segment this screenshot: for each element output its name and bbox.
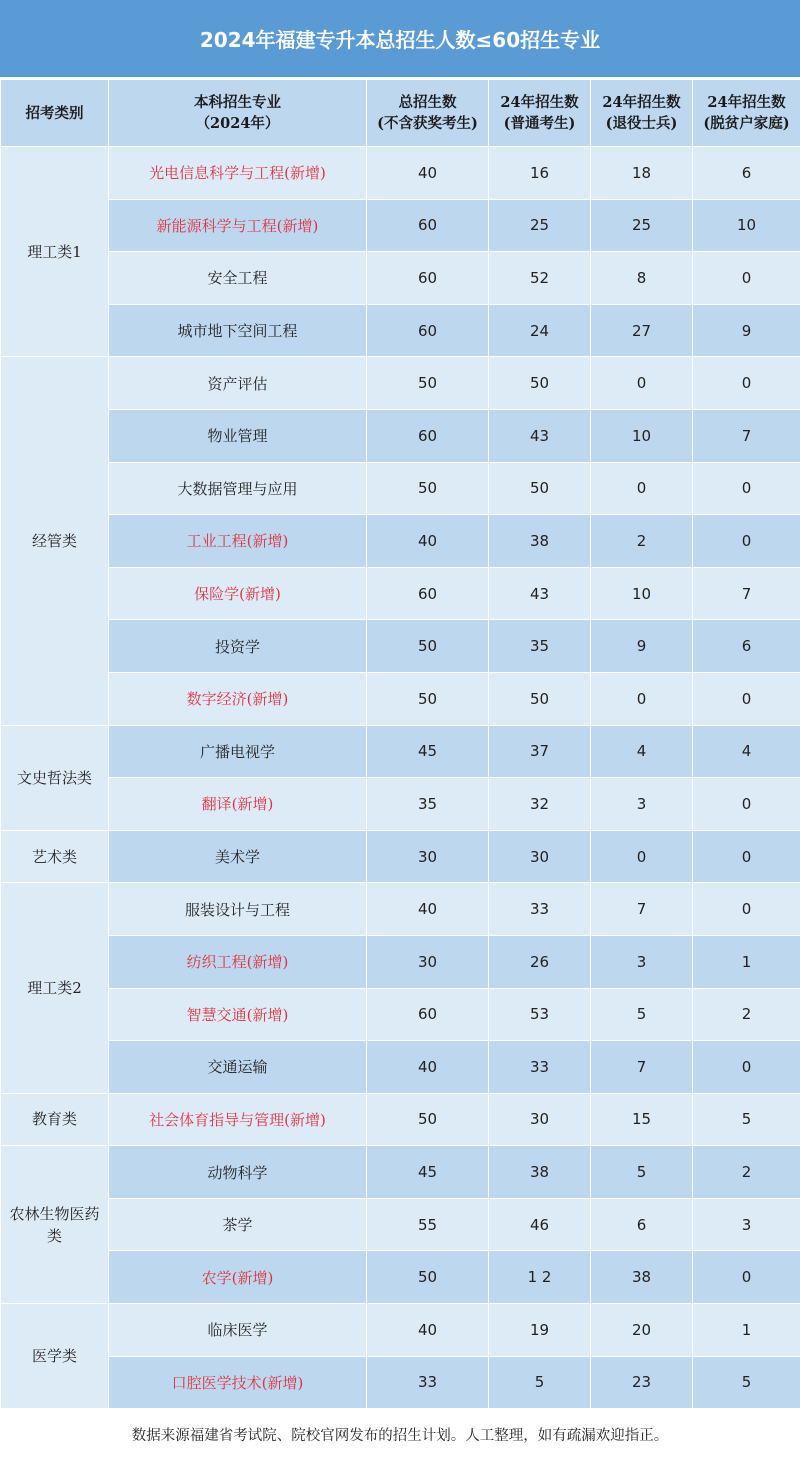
veterans-cell: 9 xyxy=(591,620,693,673)
veterans-cell: 0 xyxy=(591,672,693,725)
total-cell: 45 xyxy=(367,1146,489,1199)
total-cell: 50 xyxy=(367,1251,489,1304)
regular-cell: 5 xyxy=(489,1356,591,1409)
table-row xyxy=(1,515,800,568)
total-cell: 60 xyxy=(367,304,489,357)
table-row xyxy=(1,462,800,515)
table-row xyxy=(1,725,800,778)
major-cell: 临床医学 xyxy=(109,1304,367,1357)
regular-cell: 24 xyxy=(489,304,591,357)
table-row xyxy=(1,1041,800,1094)
table-row xyxy=(1,1093,800,1146)
veterans-cell: 7 xyxy=(591,883,693,936)
poverty-cell: 0 xyxy=(693,1041,800,1094)
veterans-cell: 10 xyxy=(591,409,693,462)
major-cell: 美术学 xyxy=(109,830,367,883)
total-cell: 40 xyxy=(367,883,489,936)
poverty-cell: 3 xyxy=(693,1198,800,1251)
category-cell: 理工类1 xyxy=(1,147,109,357)
table-row xyxy=(1,252,800,305)
regular-cell: 46 xyxy=(489,1198,591,1251)
regular-cell: 52 xyxy=(489,252,591,305)
header-regular: 24年招生数 (普通考生) xyxy=(489,80,591,147)
total-cell: 30 xyxy=(367,935,489,988)
total-cell: 50 xyxy=(367,357,489,410)
total-cell: 60 xyxy=(367,567,489,620)
poverty-cell: 0 xyxy=(693,830,800,883)
table-row xyxy=(1,883,800,936)
poverty-cell: 5 xyxy=(693,1093,800,1146)
veterans-cell: 20 xyxy=(591,1304,693,1357)
poverty-cell: 10 xyxy=(693,199,800,252)
total-cell: 60 xyxy=(367,199,489,252)
total-cell: 35 xyxy=(367,778,489,831)
table-row xyxy=(1,935,800,988)
total-cell: 45 xyxy=(367,725,489,778)
category-cell: 经管类 xyxy=(1,357,109,725)
veterans-cell: 0 xyxy=(591,462,693,515)
veterans-cell: 6 xyxy=(591,1198,693,1251)
total-cell: 60 xyxy=(367,409,489,462)
veterans-cell: 3 xyxy=(591,935,693,988)
regular-cell: 50 xyxy=(489,357,591,410)
veterans-cell: 8 xyxy=(591,252,693,305)
veterans-cell: 15 xyxy=(591,1093,693,1146)
category-cell: 农林生物医药类 xyxy=(1,1146,109,1304)
poverty-cell: 0 xyxy=(693,883,800,936)
table-row xyxy=(1,988,800,1041)
header-major: 本科招生专业 （2024年） xyxy=(109,80,367,147)
veterans-cell: 7 xyxy=(591,1041,693,1094)
major-cell: 新能源科学与工程(新增) xyxy=(109,199,367,252)
veterans-cell: 38 xyxy=(591,1251,693,1304)
poverty-cell: 5 xyxy=(693,1356,800,1409)
regular-cell: 50 xyxy=(489,462,591,515)
regular-cell: 33 xyxy=(489,1041,591,1094)
category-cell: 医学类 xyxy=(1,1304,109,1409)
major-cell: 茶学 xyxy=(109,1198,367,1251)
major-cell: 光电信息科学与工程(新增) xyxy=(109,147,367,200)
poverty-cell: 0 xyxy=(693,357,800,410)
table-row xyxy=(1,1304,800,1357)
regular-cell: 30 xyxy=(489,1093,591,1146)
regular-cell: 37 xyxy=(489,725,591,778)
table-header-row xyxy=(1,80,800,147)
major-cell: 安全工程 xyxy=(109,252,367,305)
regular-cell: 16 xyxy=(489,147,591,200)
table-row xyxy=(1,1198,800,1251)
table-row xyxy=(1,567,800,620)
total-cell: 50 xyxy=(367,1093,489,1146)
category-cell: 文史哲法类 xyxy=(1,725,109,830)
table-row xyxy=(1,1146,800,1199)
total-cell: 55 xyxy=(367,1198,489,1251)
veterans-cell: 0 xyxy=(591,830,693,883)
regular-cell: 33 xyxy=(489,883,591,936)
regular-cell: 53 xyxy=(489,988,591,1041)
veterans-cell: 3 xyxy=(591,778,693,831)
poverty-cell: 7 xyxy=(693,409,800,462)
regular-cell: 35 xyxy=(489,620,591,673)
major-cell: 口腔医学技术(新增) xyxy=(109,1356,367,1409)
table-row xyxy=(1,147,800,200)
total-cell: 50 xyxy=(367,672,489,725)
table-row xyxy=(1,409,800,462)
table-row xyxy=(1,304,800,357)
table-row xyxy=(1,357,800,410)
regular-cell: 19 xyxy=(489,1304,591,1357)
total-cell: 40 xyxy=(367,515,489,568)
total-cell: 30 xyxy=(367,830,489,883)
major-cell: 动物科学 xyxy=(109,1146,367,1199)
poverty-cell: 0 xyxy=(693,672,800,725)
poverty-cell: 1 xyxy=(693,935,800,988)
poverty-cell: 0 xyxy=(693,515,800,568)
regular-cell: 25 xyxy=(489,199,591,252)
regular-cell: 38 xyxy=(489,515,591,568)
page-title: 2024年福建专升本总招生人数≤60招生专业 xyxy=(0,0,800,79)
regular-cell: 43 xyxy=(489,567,591,620)
table-row xyxy=(1,778,800,831)
table-row xyxy=(1,1356,800,1409)
major-cell: 社会体育指导与管理(新增) xyxy=(109,1093,367,1146)
major-cell: 农学(新增) xyxy=(109,1251,367,1304)
table-row xyxy=(1,830,800,883)
total-cell: 60 xyxy=(367,252,489,305)
veterans-cell: 10 xyxy=(591,567,693,620)
veterans-cell: 27 xyxy=(591,304,693,357)
table-row xyxy=(1,620,800,673)
major-cell: 城市地下空间工程 xyxy=(109,304,367,357)
regular-cell: 43 xyxy=(489,409,591,462)
poverty-cell: 6 xyxy=(693,620,800,673)
veterans-cell: 5 xyxy=(591,1146,693,1199)
major-cell: 数字经济(新增) xyxy=(109,672,367,725)
regular-cell: 1 2 xyxy=(489,1251,591,1304)
poverty-cell: 0 xyxy=(693,1251,800,1304)
veterans-cell: 2 xyxy=(591,515,693,568)
table-row xyxy=(1,672,800,725)
header-poverty: 24年招生数 (脱贫户家庭) xyxy=(693,80,800,147)
major-cell: 大数据管理与应用 xyxy=(109,462,367,515)
poverty-cell: 0 xyxy=(693,252,800,305)
poverty-cell: 1 xyxy=(693,1304,800,1357)
veterans-cell: 18 xyxy=(591,147,693,200)
regular-cell: 30 xyxy=(489,830,591,883)
header-veterans: 24年招生数 (退役士兵) xyxy=(591,80,693,147)
total-cell: 40 xyxy=(367,1304,489,1357)
major-cell: 服装设计与工程 xyxy=(109,883,367,936)
poverty-cell: 4 xyxy=(693,725,800,778)
source-note: 数据来源福建省考试院、院校官网发布的招生计划。人工整理，如有疏漏欢迎指正。 xyxy=(131,1427,669,1444)
poverty-cell: 0 xyxy=(693,778,800,831)
veterans-cell: 25 xyxy=(591,199,693,252)
major-cell: 工业工程(新增) xyxy=(109,515,367,568)
major-cell: 物业管理 xyxy=(109,409,367,462)
major-cell: 资产评估 xyxy=(109,357,367,410)
major-cell: 翻译(新增) xyxy=(109,778,367,831)
total-cell: 60 xyxy=(367,988,489,1041)
total-cell: 50 xyxy=(367,620,489,673)
regular-cell: 26 xyxy=(489,935,591,988)
table-row xyxy=(1,199,800,252)
header-total: 总招生数 (不含获奖考生) xyxy=(367,80,489,147)
regular-cell: 38 xyxy=(489,1146,591,1199)
veterans-cell: 23 xyxy=(591,1356,693,1409)
veterans-cell: 4 xyxy=(591,725,693,778)
header-category: 招考类别 xyxy=(1,80,109,147)
major-cell: 广播电视学 xyxy=(109,725,367,778)
table-body xyxy=(1,147,800,1409)
major-cell: 智慧交通(新增) xyxy=(109,988,367,1041)
total-cell: 40 xyxy=(367,147,489,200)
enrollment-table xyxy=(0,79,800,1409)
regular-cell: 50 xyxy=(489,672,591,725)
veterans-cell: 0 xyxy=(591,357,693,410)
major-cell: 纺织工程(新增) xyxy=(109,935,367,988)
table-row xyxy=(1,1251,800,1304)
category-cell: 教育类 xyxy=(1,1093,109,1146)
poverty-cell: 6 xyxy=(693,147,800,200)
category-cell: 艺术类 xyxy=(1,830,109,883)
category-cell: 理工类2 xyxy=(1,883,109,1093)
total-cell: 50 xyxy=(367,462,489,515)
poverty-cell: 0 xyxy=(693,462,800,515)
regular-cell: 32 xyxy=(489,778,591,831)
major-cell: 保险学(新增) xyxy=(109,567,367,620)
major-cell: 交通运输 xyxy=(109,1041,367,1094)
total-cell: 40 xyxy=(367,1041,489,1094)
poverty-cell: 2 xyxy=(693,988,800,1041)
poverty-cell: 9 xyxy=(693,304,800,357)
total-cell: 33 xyxy=(367,1356,489,1409)
veterans-cell: 5 xyxy=(591,988,693,1041)
poverty-cell: 2 xyxy=(693,1146,800,1199)
major-cell: 投资学 xyxy=(109,620,367,673)
poverty-cell: 7 xyxy=(693,567,800,620)
